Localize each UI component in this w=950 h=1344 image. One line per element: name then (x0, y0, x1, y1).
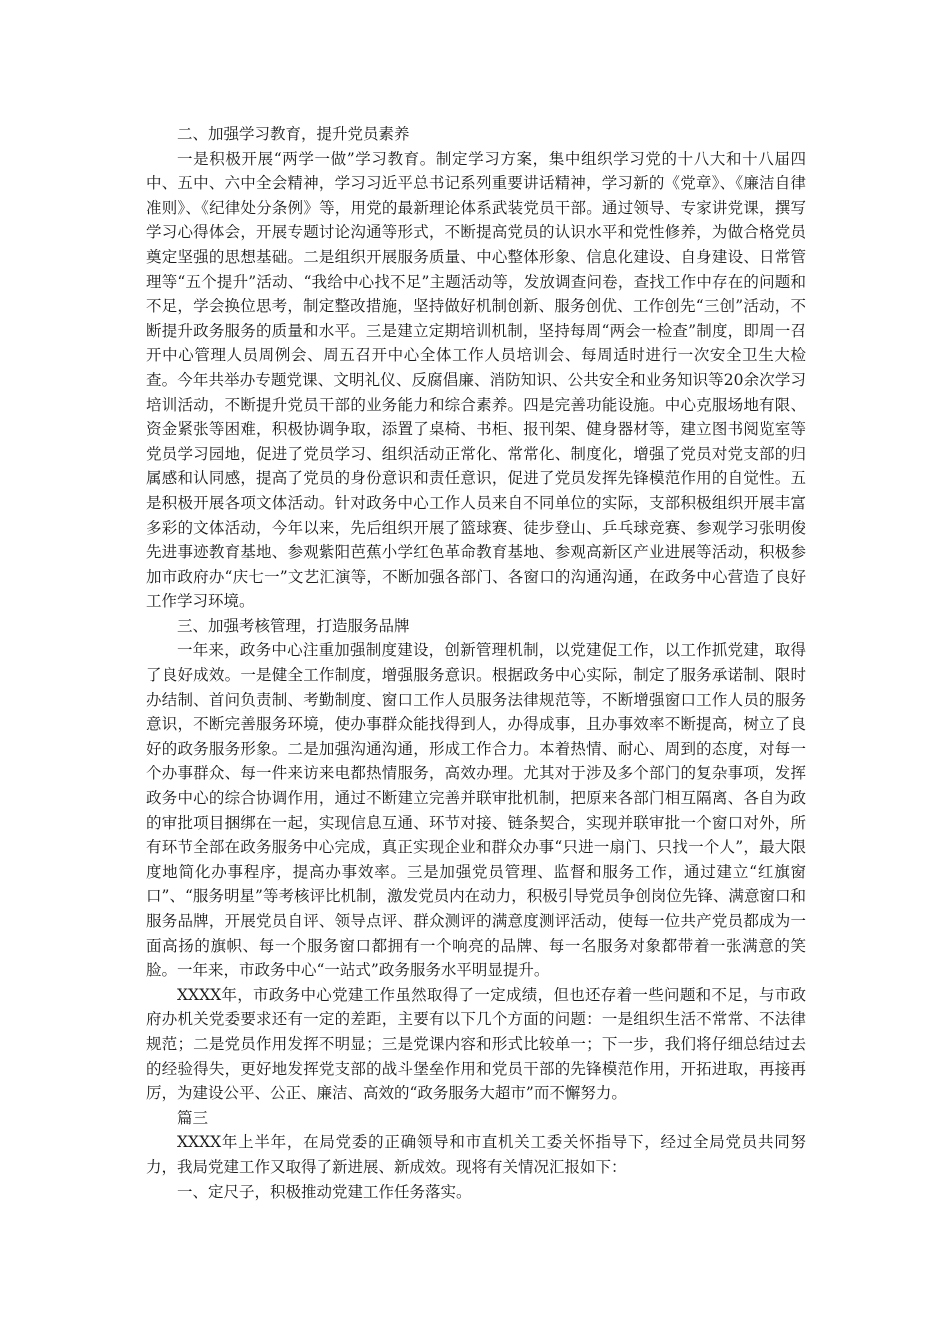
section2-heading: 二、加强学习教育，提升党员素养 (177, 125, 410, 143)
summary-paragraph: XXXX年，市政务中心党建工作虽然取得了一定成绩，但也还存着一些问题和不足，与市政府办机关党委要求还有一定的差距，主要有以下几个方面的问题：一是组织生活不常常、不法律规范；二是党员作用发挥不明显；三是党课内容和形式比较单一；下一步，我们将仔细总结过去的经验得失，更好地发挥党支部的战斗堡垒作用和党员干部的先锋模范作用，开拓进取，再接再厉，为建设公平、公正、廉洁、高效的“政务服务大超市”而不懈努力。 (146, 985, 806, 1103)
section3-heading: 三、加强考核管理，打造服务品牌 (177, 616, 410, 635)
document-page (146, 122, 806, 1204)
part3-intro-paragraph: XXXX年上半年，在局党委的正确领导和市直机关工委关怀指导下，经过全局党员共同努力，我局党建工作又取得了新进展、新成效。现将有关情况汇报如下： (146, 1133, 806, 1176)
part3-title: 篇三 (177, 1108, 209, 1127)
section2-paragraph: 一是积极开展“两学一做”学习教育。制定学习方案，集中组织学习党的十八大和十八届四中、五中、六中全会精神，学习习近平总书记系列重要讲话精神，学习新的《党章》、《廉洁自律准则》、《纪律处分条例》等，用党的最新理论体系武装党员干部。通过领导、专家讲党课，撰写学习心得体会，开展专题讨论沟通等形式，不断提高党员的认识水平和党性修养，为做合格党员奠定坚强的思想基础。二是组织开展服务质量、中心整体形象、信息化建设、自身建设、日常管理等“五个提升”活动、“我给中心找不足”主题活动等，发放调查问卷，查找工作中存在的问题和不足，学会换位思考，制定整改措施，坚持做好机制创新、服务创优、工作创先“三创”活动，不断提升政务服务的质量和水平。三是建立定期培训机制，坚持每周“两会一检查”制度，即周一召开中心管理人员周例会、周五召开中心全体工作人员培训会、每周适时进行一次安全卫生大检查。今年共举办专题党课、文明礼仪、反腐倡廉、消防知识、公共安全和业务知识等20余次学习培训活动，不断提升党员干部的业务能力和综合素养。四是完善功能设施。中心克服场地有限、资金紧张等困难，积极协调争取，添置了桌椅、书柜、报刊架、健身器材等，建立图书阅览室等党员学习园地，促进了党员学习、组织活动正常化、常常化、制度化，增强了党员对党支部的归属感和认同感，提高了党员的身份意识和责任意识，促进了党员发挥先锋模范作用的自觉性。五是积极开展各项文体活动。针对政务中心工作人员来自不同单位的实际，支部积极组织开展丰富多彩的文体活动，今年以来，先后组织开展了篮球赛、徒步登山、乒乓球竞赛、参观学习张明俊先进事迹教育基地、参观紫阳芭蕉小学红色革命教育基地、参观高新区产业进展等活动，积极参加市政府办“庆七一”文艺汇演等，不断加强各部门、各窗口的沟通沟通，在政务中心营造了良好工作学习环境。 (146, 149, 806, 611)
part3-heading-1: 一、定尺子，积极推动党建工作任务落实。 (177, 1182, 472, 1201)
section3-paragraph: 一年来，政务中心注重加强制度建设，创新管理机制，以党建促工作，以工作抓党建，取得了良好成效。一是健全工作制度，增强服务意识。根据政务中心实际，制定了服务承诺制、限时办结制、首问负责制、考勤制度、窗口工作人员服务法律规范等，不断增强窗口工作人员的服务意识，不断完善服务环境，使办事群众能找得到人，办得成事，且办事效率不断提高，树立了良好的政务服务形象。二是加强沟通沟通，形成工作合力。本着热情、耐心、周到的态度，对每一个办事群众、每一件来访来电都热情服务，高效办理。尤其对于涉及多个部门的复杂事项，发挥政务中心的综合协调作用，通过不断建立完善并联审批机制，把原来各部门相互隔离、各自为政的审批项目捆绑在一起，实现信息互通、环节对接、链条契合，实现并联审批一个窗口对外，所有环节全部在政务服务中心完成，真正实现企业和群众办事“只进一扇门、只找一个人”，最大限度地简化办事程序，提高办事效率。三是加强党员管理、监督和服务工作，通过建立“红旗窗口”、“服务明星”等考核评比机制，激发党员内在动力，积极引导党员争创岗位先锋、满意窗口和服务品牌，开展党员自评、领导点评、群众测评的满意度测评活动，使每一位共产党员都成为一面高扬的旗帜、每一个服务窗口都拥有一个响亮的品牌、每一名服务对象都带着一张满意的笑脸。一年来，市政务中心“一站式”政务服务水平明显提升。 (146, 641, 806, 980)
